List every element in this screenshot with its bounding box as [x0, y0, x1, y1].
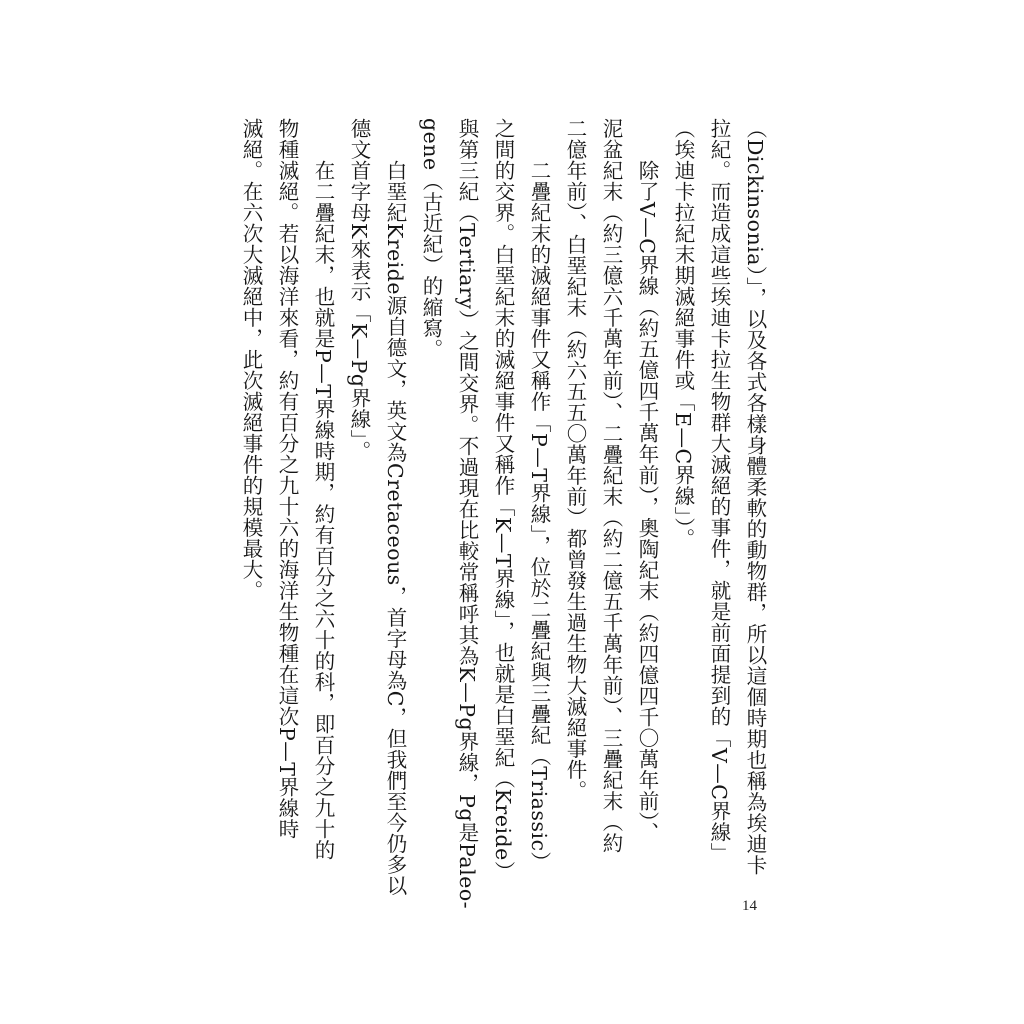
text-column-12: 德文首字母K來表示「K—Pg界線」。	[347, 118, 371, 462]
text-column-4: 除了V—C界線（約五億四千萬年前），奧陶紀末（約四億四千〇萬年前）、	[635, 160, 659, 843]
text-column-13: 在二疊紀末，也就是P—T界線時期，約有百分之六十的科，即百分之九十的	[311, 160, 335, 861]
text-column-9: 與第三紀（Tertiary）之間交界。不過現在比較常稱呼其為K—Pg界線，Pg是Paleo-	[455, 118, 479, 910]
text-column-2: 拉紀。而造成這些埃迪卡拉生物群大滅絕的事件，就是前面提到的「V—C界線」	[707, 118, 731, 864]
text-column-14: 物種滅絕。若以海洋來看，約有百分之九十六的海洋生物種在這次P—T界線時	[275, 118, 299, 840]
text-column-7: 二疊紀末的滅絕事件又稱作「P—T界線」，位於二疊紀與三疊紀（Triassic）	[527, 160, 551, 873]
text-column-10: gene（古近紀）的縮寫。	[419, 118, 443, 360]
text-column-8: 之間的交界。白堊紀末的滅絕事件又稱作「K—T界線」，也就是白堊紀（Kreide）	[491, 118, 515, 882]
text-column-5: 泥盆紀末（約三億六千萬年前）、二疊紀末（約二億五千萬年前）、三疊紀末（約	[599, 118, 623, 854]
text-column-3: （埃迪卡拉紀末期滅絕事件或「E—C界線」）。	[671, 118, 695, 550]
text-column-15: 滅絕。在六次大滅絕中，此次滅絕事件的規模最大。	[239, 118, 263, 601]
page-number: 14	[742, 898, 757, 914]
text-column-11: 白堊紀Kreide源自德文，英文為Cretaceous，首字母為C，但我們至今仍多以	[383, 160, 407, 896]
text-column-1: （Dickinsonia）」，以及各式各樣身體柔軟的動物群，所以這個時期也稱為埃迪卡	[743, 118, 767, 876]
text-column-6: 二億年前）、白堊紀末（約六五五〇萬年前）都曾發生過生物大滅絕事件。	[563, 118, 587, 801]
